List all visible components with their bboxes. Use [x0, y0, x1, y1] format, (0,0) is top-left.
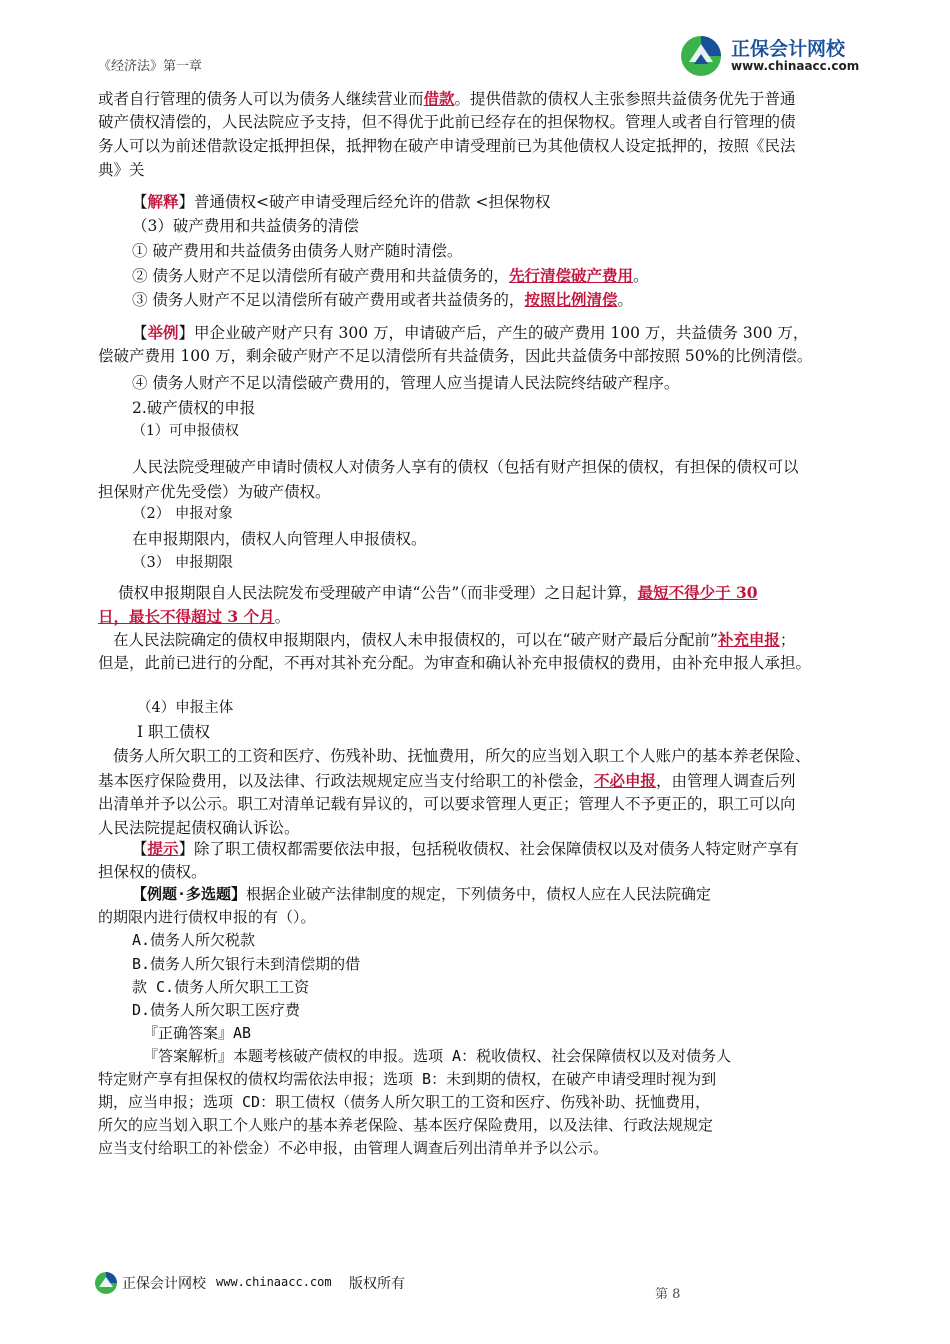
section-heading: （3）破产费用和共益债务的清偿 — [132, 217, 359, 235]
option-a: A.债务人所欠税款 — [132, 931, 256, 949]
section-subheading: （2） 申报对象 — [132, 506, 233, 522]
section-subheading: （3） 申报期限 — [132, 555, 233, 571]
paragraph-line: 在申报期限内，债权人向管理人申报债权。 — [132, 530, 427, 548]
text: 基本医疗保险费用，以及法律、行政法规规定应当支付给职工的补偿金， — [98, 772, 595, 790]
analysis-line: 应当支付给职工的补偿金）不必申报，由管理人调查后列出清单并予以公示。 — [98, 1139, 609, 1157]
analysis-line: 『答案解析』本题考核破产债权的申报。选项 A：税收债权、社会保障债权以及对债务人 — [143, 1047, 732, 1065]
page-number — [655, 1284, 695, 1302]
footer-logo-icon — [94, 1271, 118, 1295]
paragraph-line: 务人可以为前述借款设定抵押担保，抵押物在破产申请受理前已为其他债权人设定抵押的，按照《民法 — [98, 137, 796, 155]
paragraph-line: 破产债权清偿的，人民法院应予支持，但不得优于此前已经存在的担保物权。管理人或者自行管理的债 — [98, 113, 796, 131]
tip-text: 除了职工债权都需要依法申报，包括税收债权、社会保障债权以及对债务人特定财产享有 — [194, 840, 799, 858]
text: 债权申报期限自人民法院发布受理破产申请“公告”（而非受理）之日起计算， — [118, 584, 638, 602]
footer — [94, 1270, 514, 1296]
option-d: D.债务人所欠职工医疗费 — [132, 1001, 301, 1019]
logo — [679, 34, 869, 78]
list-item: ① 破产费用和共益债务由债务人财产随时清偿。 — [132, 242, 463, 260]
footer-site: www.chinaacc.com — [216, 1275, 332, 1289]
paragraph-line: 典》关 — [98, 161, 145, 179]
text: ； — [779, 631, 796, 649]
logo-url: www.chinaacc.com — [731, 59, 860, 73]
section-subheading: Ⅰ 职工债权 — [137, 723, 211, 741]
footer-brand: 正保会计网校 — [122, 1276, 206, 1292]
example-text: 甲企业破产财产只有 300 万，申请破产后，产生的破产费用 100 万，共益债务 300 万， — [194, 324, 809, 342]
text: 或者自行管理的债务人可以为债务人继续营业而 — [98, 90, 424, 108]
section-subheading: （1）可申报债权 — [132, 423, 239, 439]
correct-answer: 『正确答案』AB — [143, 1024, 252, 1042]
analysis-line: 所欠的应当划入职工个人账户的基本养老保险、基本医疗保险费用，以及法律、行政法规规定 — [98, 1116, 714, 1134]
list-item — [132, 264, 648, 288]
text: 。 — [632, 267, 649, 285]
analysis-line: 期，应当申报；选项 CD：职工债权（债务人所欠职工的工资和医疗、伤残补助、抚恤费用， — [98, 1093, 711, 1111]
explanation-line: 【解释】普通债权<破产申请受理后经允许的借款 <担保物权 — [132, 192, 551, 211]
tip-line: 担保权的债权。 — [98, 863, 207, 881]
example-line: 【举例】甲企业破产财产只有 300 万，申请破产后，产生的破产费用 100 万，共益债务 300 万， — [132, 323, 809, 342]
footer-rights: 版权所有 — [349, 1276, 405, 1292]
logo-emblem-icon — [679, 34, 723, 78]
example-line: 偿破产费用 100 万，剩余破产财产不足以清偿所有共益债务，因此共益债务中部按照 50%的比例清偿。 — [98, 347, 813, 365]
highlight-term: 先行清偿破产费用 — [508, 266, 633, 285]
tip-label: 提示 — [147, 839, 179, 858]
text: 。 — [274, 608, 291, 626]
logo-title: 正保会计网校 — [731, 38, 846, 60]
list-item: ④ 债务人财产不足以清偿破产费用的，管理人应当提请人民法院终结破产程序。 — [132, 374, 680, 392]
question-text: 根据企业破产法律制度的规定，下列债务中，债权人应在人民法院确定 — [246, 885, 712, 903]
paragraph-line — [98, 605, 290, 629]
highlight-term: 按照比例清偿 — [524, 290, 618, 309]
paragraph-line — [98, 769, 796, 793]
paragraph-line — [113, 628, 795, 652]
text: 。提供借款的债权人主张参照共益债务优先于普通 — [454, 90, 796, 108]
tip-line: 【提示】除了职工债权都需要依法申报，包括税收债权、社会保障债权以及对债务人特定财产享有 — [132, 839, 799, 858]
running-title — [98, 56, 258, 74]
paragraph-line — [98, 87, 796, 111]
section-heading: 2.破产债权的申报 — [132, 399, 256, 417]
text: 在人民法院确定的债权申报期限内，债权人未申报债权的，可以在“破产财产最后分配前” — [113, 631, 718, 649]
running-title-text: 《经济法》第一章 — [98, 59, 203, 74]
text: 。 — [617, 291, 633, 309]
paragraph-line: 债务人所欠职工的工资和医疗、伤残补助、抚恤费用，所欠的应当划入职工个人账户的基本养老保险、 — [113, 747, 811, 765]
paragraph-line: 但是，此前已进行的分配，不再对其补充分配。为审查和确认补充申报债权的费用，由补充申报人承担。 — [98, 654, 812, 672]
text: ② 债务人财产不足以清偿所有破产费用和共益债务的， — [132, 267, 509, 285]
text: ③ 债务人财产不足以清偿所有破产费用或者共益债务的， — [132, 291, 525, 309]
highlight-term: 最短不得少于 30 — [637, 583, 758, 602]
highlight-term: 日，最长不得超过 3 个月 — [98, 607, 275, 626]
question-line: 的期限内进行债权申报的有（）。 — [98, 908, 316, 926]
paragraph-line — [118, 581, 758, 605]
option-b: B.债务人所欠银行未到清偿期的借 — [132, 955, 361, 973]
analysis-line: 特定财产享有担保权的债权均需依法申报；选项 B：未到期的债权，在破产申请受理时视为到 — [98, 1070, 717, 1088]
page-number-text: 第 8 — [655, 1287, 681, 1302]
highlight-term: 补充申报 — [717, 630, 780, 649]
paragraph-line: 人民法院提起债权确认诉讼。 — [98, 819, 300, 837]
explanation-label: 解释 — [147, 192, 179, 211]
paragraph-line: 担保财产优先受偿）为破产债权。 — [98, 483, 331, 501]
highlight-term: 借款 — [423, 89, 455, 108]
explanation-text: 普通债权<破产申请受理后经允许的借款 <担保物权 — [194, 193, 551, 211]
paragraph-line: 人民法院受理破产申请时债权人对债务人享有的债权（包括有财产担保的债权，有担保的债权可以 — [132, 458, 799, 476]
section-subheading: （4）申报主体 — [137, 700, 234, 716]
text: ，由管理人调查后列 — [656, 772, 796, 790]
question-label: 【例题·多选题】 — [132, 885, 247, 903]
option-c: 款 C.债务人所欠职工工资 — [132, 978, 310, 996]
example-label: 举例 — [147, 323, 179, 342]
list-item — [132, 288, 633, 309]
highlight-term: 不必申报 — [594, 771, 657, 790]
paragraph-line: 出清单并予以公示。职工对清单记载有异议的，可以要求管理人更正；管理人不予更正的，职工可以向 — [98, 795, 796, 813]
question-line — [132, 883, 711, 906]
